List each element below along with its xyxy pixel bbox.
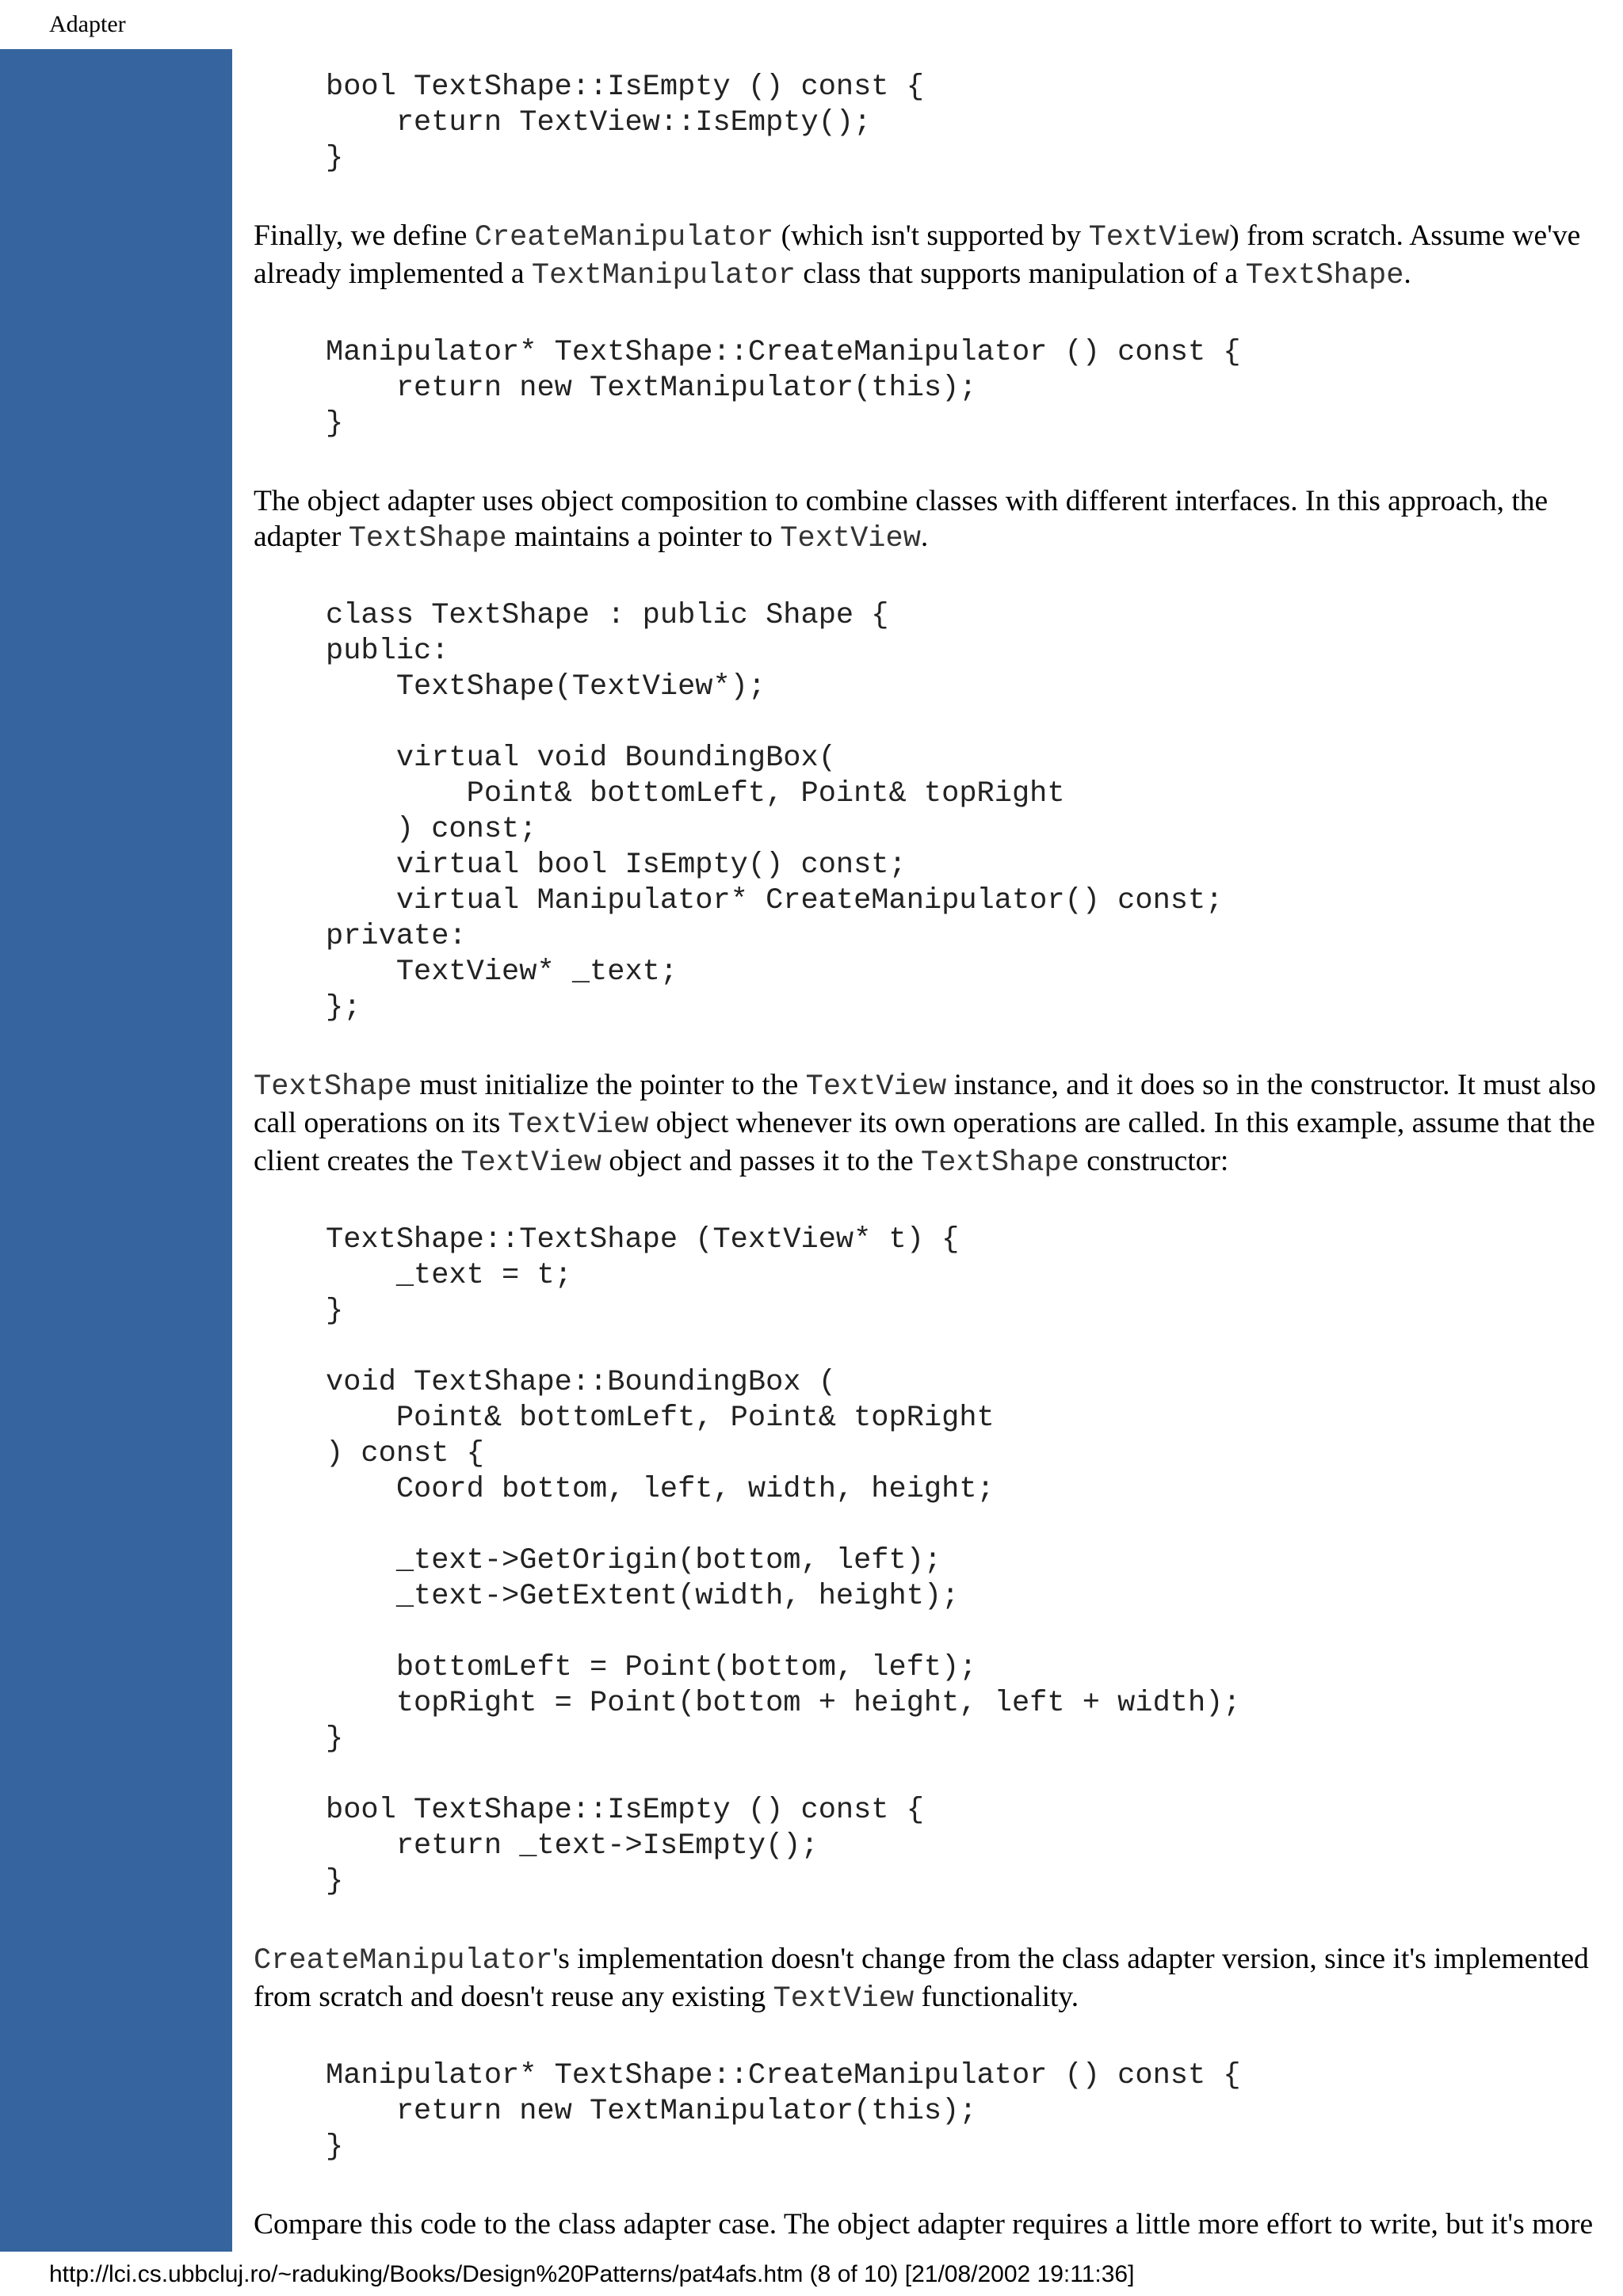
text-run: The object adapter uses object composition to combine classes with different interfaces. In this approach, the adapter (254, 485, 1549, 553)
sidebar-panel (0, 49, 232, 2252)
inline-code: TextShape (1245, 259, 1404, 292)
inline-code: TextShape (921, 1146, 1079, 1180)
code-block-class-declaration: class TextShape : public Shape { public: TextShape(TextView*); virtual void BoundingBox( Point& bottomLeft, Point& topRight ) const; virtual bool IsEmpty() const; virtual Manipulator* CreateManipulator() const; private: TextView* _text; }; (326, 599, 1224, 1024)
text-run: 's implementation doesn't change from the class adapter version, since it's implemented from scratch and doesn't reuse any existing (254, 1943, 1589, 2013)
code-block-create-manipulator: Manipulator* TextShape::CreateManipulator () const { return new TextManipulator(this); } (326, 336, 1241, 441)
code-block-constructor: TextShape::TextShape (TextView* t) { _text = t; } (326, 1223, 960, 1328)
text-run: (which isn't supported by (773, 219, 1089, 252)
code-block-isempty-class: bool TextShape::IsEmpty () const { return TextView::IsEmpty(); } (326, 71, 924, 175)
inline-code: TextShape (254, 1070, 412, 1104)
text-run: . (1403, 257, 1411, 290)
text-run: ) from scratch. Assume we've already implemented a (254, 219, 1581, 290)
text-run: class that supports manipulation of a (795, 257, 1246, 290)
inline-code: TextView (773, 1982, 915, 2016)
text-run: must initialize the pointer to the (411, 1069, 806, 1101)
text-run: object whenever its own operations are called. In this example, assume that the client creates the (254, 1107, 1595, 1177)
code-block-isempty-object: bool TextShape::IsEmpty () const { return _text->IsEmpty(); } (326, 1794, 924, 1898)
inline-code: CreateManipulator (474, 221, 774, 254)
text-run: instance, and it does so in the constructor. It must also call operations on its (254, 1069, 1596, 1139)
paragraph-initialize-pointer (254, 1067, 1609, 1181)
paragraph-create-manipulator (254, 218, 1609, 294)
paragraph-object-adapter (254, 483, 1609, 557)
inline-code: TextView (805, 1070, 947, 1104)
text-run: Finally, we define (254, 219, 475, 252)
inline-code: TextManipulator (531, 259, 796, 292)
page-footer-url: http://lci.cs.ubbcluj.ro/~raduking/Books/Design%20Patterns/pat4afs.htm (8 of 10) [21/08/2002 19:11:36] (49, 2261, 1135, 2287)
code-block-create-manipulator-2: Manipulator* TextShape::CreateManipulator () const { return new TextManipulator(this); } (326, 2059, 1241, 2164)
paragraph-compare: Compare this code to the class adapter case. The object adapter requires a little more effort to write, but it's more (254, 2208, 1594, 2241)
inline-code: TextView (460, 1146, 601, 1180)
inline-code: CreateManipulator (254, 1944, 553, 1978)
page-header-title: Adapter (49, 11, 126, 37)
text-run: object and passes it to the (601, 1145, 921, 1177)
paragraph-implementation-unchanged (254, 1941, 1609, 2017)
inline-code: TextView (507, 1108, 649, 1142)
text-run: maintains a pointer to (506, 521, 781, 553)
text-run: constructor: (1079, 1145, 1229, 1177)
inline-code: TextView (1088, 221, 1230, 254)
text-run: . (920, 521, 929, 553)
inline-code: TextShape (348, 522, 507, 555)
text-run: functionality. (914, 1981, 1079, 2013)
code-block-bounding-box: void TextShape::BoundingBox ( Point& bottomLeft, Point& topRight ) const { Coord bottom, left, width, height; _text->GetOrigin(bottom, left); _text->GetExtent(width, height); bottomLeft = Point(bottom, left); topRight = Point(bottom + height, left + width); } (326, 1366, 1241, 1756)
document-body (254, 70, 1609, 2242)
inline-code: TextView (780, 522, 921, 555)
